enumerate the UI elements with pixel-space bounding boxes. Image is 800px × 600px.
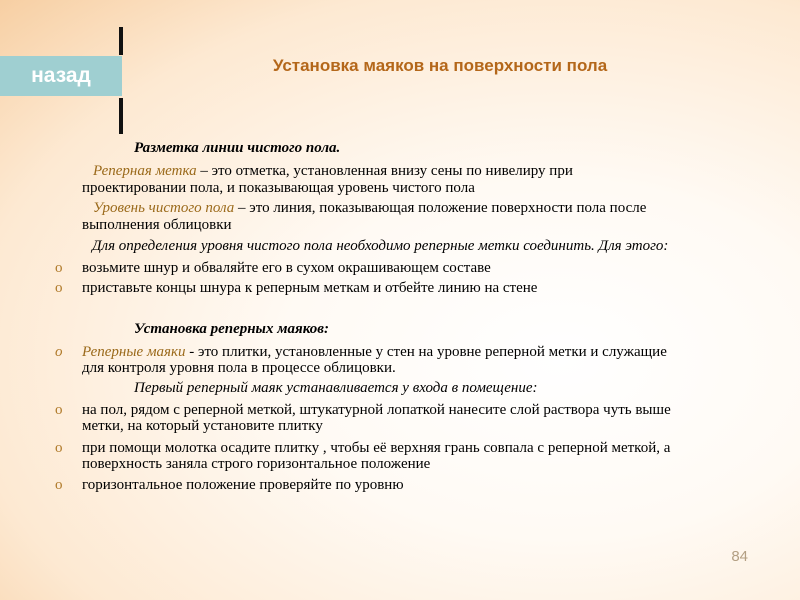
page-number: 84 [731, 548, 748, 565]
bullet-marker: o [55, 280, 63, 296]
definition-3-term: Реперные маяки [82, 344, 186, 360]
list-item: возьмите шнур и обваляйте его в сухом окрашивающем составе [82, 260, 491, 276]
definition-3-line-1 [82, 344, 667, 361]
bullet-marker: o [55, 477, 63, 493]
definition-3-line-2: для контроля уровня пола в процессе облицовки. [82, 360, 396, 376]
list-item: при помощи молотка осадите плитку , чтобы её верхняя грань совпала с реперной меткой, а [82, 440, 671, 456]
bullet-marker: o [55, 344, 63, 360]
bullet-marker: o [55, 260, 63, 276]
list-item-continuation: метки, на который установите плитку [82, 418, 323, 434]
back-button[interactable]: назад [0, 56, 122, 96]
definition-2-text: – это линия, показывающая положение поверхности пола после [234, 200, 647, 216]
section2-heading: Установка реперных маяков: [134, 321, 329, 337]
section1-heading: Разметка линии чистого пола. [134, 140, 341, 156]
definition-2-term: Уровень чистого пола [93, 200, 235, 216]
bullet-marker: o [55, 402, 63, 418]
list-item-continuation: поверхность заняла строго горизонтальное положение [82, 456, 431, 472]
definition-1-text: – это отметка, установленная внизу сены по нивелиру при [196, 163, 573, 179]
definition-2-line-1 [93, 200, 646, 217]
definition-1-line-1 [93, 163, 573, 180]
bullet-marker: o [55, 440, 63, 456]
list-item: горизонтальное положение проверяйте по уровню [82, 477, 404, 493]
instruction-1: Для определения уровня чистого пола необходимо реперные метки соединить. Для этого: [92, 238, 669, 254]
definition-1-term: Реперная метка [93, 163, 197, 179]
divider-top [119, 27, 123, 55]
divider-bottom [119, 98, 123, 134]
definition-1-line-2: проектировании пола, и показывающая уровень чистого пола [82, 180, 475, 196]
list-item: на пол, рядом с реперной меткой, штукатурной лопаткой нанесите слой раствора чуть выше [82, 402, 671, 418]
definition-2-line-2: выполнения облицовки [82, 217, 232, 233]
slide-title: Установка маяков на поверхности пола [272, 56, 608, 75]
instruction-2: Первый реперный маяк устанавливается у входа в помещение: [134, 380, 538, 396]
list-item: приставьте концы шнура к реперным меткам и отбейте линию на стене [82, 280, 538, 296]
definition-3-text: - это плитки, установленные у стен на уровне реперной метки и служащие [185, 344, 667, 360]
